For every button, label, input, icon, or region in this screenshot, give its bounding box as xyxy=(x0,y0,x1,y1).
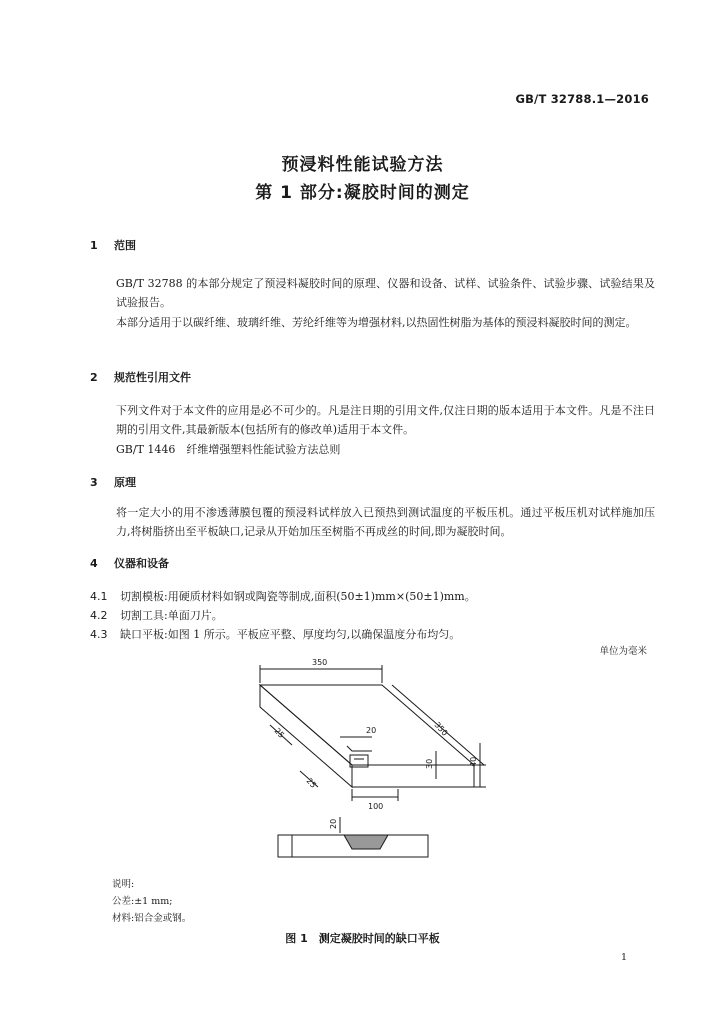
item-4-1 xyxy=(90,588,476,604)
plate-front-face xyxy=(352,765,474,787)
dim-label-width: 350 xyxy=(312,658,328,667)
dim-label-depth: 350 xyxy=(432,720,450,738)
reference-text: GB/T 1446 纤维增强塑料性能试验方法总则 xyxy=(116,443,341,456)
dim-label-side-b: 25 xyxy=(304,776,319,790)
section-1-heading xyxy=(90,237,136,253)
section-2-para-1 xyxy=(90,401,655,439)
section-number: 4 xyxy=(90,557,98,570)
dim-label-side-a: 25 xyxy=(272,726,287,740)
plate-side-face xyxy=(260,685,352,787)
section-2-reference xyxy=(90,440,655,459)
figure-caption: 图 1 测定凝胶时间的缺口平板 xyxy=(285,932,440,945)
item-number: 4.1 xyxy=(90,590,108,603)
item-text: 缺口平板:如图 1 所示。平板应平整、厚度均匀,以确保温度分布均匀。 xyxy=(120,628,461,641)
notched-plate-drawing xyxy=(222,655,502,870)
item-4-3 xyxy=(90,626,460,642)
dim-label-thickness: 30 xyxy=(425,758,434,769)
section-notch-hatch xyxy=(344,835,388,849)
dim-label-notch-length: 100 xyxy=(368,802,384,811)
paragraph-text: 本部分适用于以碳纤维、玻璃纤维、芳纶纤维等为增强材料,以热固性树脂为基体的预浸料凝胶时间的测定。 xyxy=(116,316,637,329)
dim-label-total: 40 xyxy=(469,756,478,767)
notch-edge xyxy=(347,746,372,751)
figure-notes-material: 材料:铝合金或钢。 xyxy=(112,913,192,924)
dim-label-notch-width: 20 xyxy=(366,726,377,735)
section-1-para-2 xyxy=(90,313,655,332)
dim-label-side-height: 20 xyxy=(329,818,338,829)
item-number: 4.2 xyxy=(90,609,108,622)
section-title: 仪器和设备 xyxy=(114,557,169,570)
page-number: 1 xyxy=(620,952,627,963)
section-3-heading xyxy=(90,474,136,490)
section-title: 原理 xyxy=(114,476,136,489)
document-title: 预浸料性能试验方法 xyxy=(281,155,444,175)
section-number: 1 xyxy=(90,239,98,252)
standard-number: GB/T 32788.1—2016 xyxy=(515,92,649,106)
item-text: 切割工具:单面刀片。 xyxy=(120,609,223,622)
item-number: 4.3 xyxy=(90,628,108,641)
item-text: 切割模板:用硬质材料如钢或陶瓷等制成,面积(50±1)mm×(50±1)mm。 xyxy=(120,590,476,603)
paragraph-text: GB/T 32788 的本部分规定了预浸料凝胶时间的原理、仪器和设备、试样、试验条件、试验步骤、试验结果及试验报告。 xyxy=(116,277,655,309)
item-4-2 xyxy=(90,607,223,623)
section-number: 2 xyxy=(90,371,98,384)
figure-notes-tolerance: 公差:±1 mm; xyxy=(112,896,173,907)
figure-notes-label: 说明: xyxy=(112,879,135,890)
document-subtitle: 第 1 部分:凝胶时间的测定 xyxy=(255,183,470,203)
section-3-para-1 xyxy=(90,503,655,541)
section-number: 3 xyxy=(90,476,98,489)
section-2-heading xyxy=(90,369,191,385)
paragraph-text: 下列文件对于本文件的应用是必不可少的。凡是注日期的引用文件,仅注日期的版本适用于本文件。凡是不注日期的引用文件,其最新版本(包括所有的修改单)适用于本文件。 xyxy=(116,404,655,436)
section-title: 规范性引用文件 xyxy=(114,371,191,384)
section-1-para-1 xyxy=(90,274,655,312)
section-title: 范围 xyxy=(114,239,136,252)
paragraph-text: 将一定大小的用不渗透薄膜包覆的预浸料试样放入已预热到测试温度的平板压机。通过平板压机对试样施加压力,将树脂挤出至平板缺口,记录从开始加压至树脂不再成丝的时间,即为凝胶时间。 xyxy=(116,506,655,538)
section-4-heading xyxy=(90,555,169,571)
unit-note: 单位为毫米 xyxy=(599,646,647,657)
